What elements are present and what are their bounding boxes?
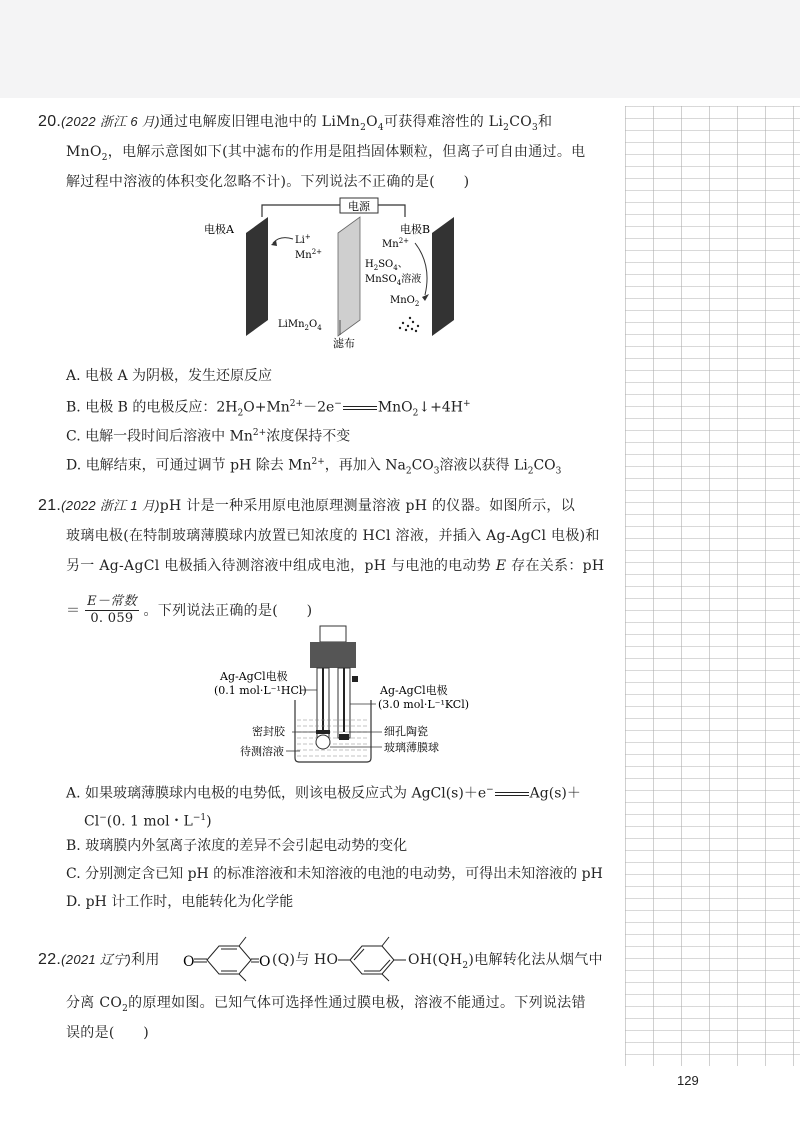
- mn-ion-label-left: $Mn^{2+}$: [295, 248, 323, 261]
- glass-bulb-label: 玻璃薄膜球: [384, 741, 439, 754]
- q22-line1-rest: $OH(QH_2)$电解转化法从烟气中: [408, 952, 603, 971]
- top-shaded-band: [0, 0, 800, 98]
- right-electrode-label: Ag-AgCl电极: [380, 684, 448, 697]
- q21-ph-meter-figure: [200, 620, 480, 770]
- q20-electrolysis-figure: [200, 195, 470, 360]
- filter-label: 滤布: [333, 337, 355, 350]
- left-electrode-conc: (0.1 mol·L⁻¹HCl): [214, 684, 307, 697]
- power-wire: [262, 205, 405, 217]
- filter-cloth: [338, 217, 360, 336]
- q20-line1: 20.(2022 浙江 6 月)通过电解废旧锂电池中的 $LiMn_2O_4$可获得难溶性的 $Li_2CO_3$和: [38, 113, 553, 133]
- formula-denominator: 0. 059: [90, 611, 134, 626]
- seal-gel: [316, 730, 330, 734]
- power-label: 电源: [348, 200, 370, 213]
- formula-numerator: E－常数: [87, 594, 137, 609]
- q22-ho: HO: [314, 952, 339, 968]
- test-solution: [297, 720, 369, 756]
- quinone-structure: [183, 935, 271, 983]
- mno2-precipitate: [399, 317, 419, 332]
- electrode-a-label: 电极A: [204, 223, 234, 236]
- q22-source: (2021 辽宁): [61, 952, 132, 967]
- li-ion-label: Li+: [295, 233, 311, 246]
- mno2-label: MnO$_2$: [390, 295, 420, 308]
- arrow-b: [415, 243, 427, 295]
- svg-text:O: O: [183, 954, 195, 970]
- hydroquinone-structure: [338, 935, 408, 983]
- q20-line2: MnO$_2$，电解示意图如下(其中滤布的作用是阻挡固体颗粒，但离子可自由通过。电: [66, 144, 586, 163]
- q21-formula: ＝ E－常数 0. 059 。下列说法正确的是( ): [66, 594, 313, 626]
- porous-ceramic: [339, 734, 349, 740]
- q21-option-a: A. 如果玻璃薄膜球内电极的电势低，则该电极反应式为 AgCl(s)＋e− Ag(s)＋: [66, 785, 581, 802]
- electrode-b: [432, 217, 454, 336]
- electrode-b-label: 电极B: [400, 223, 431, 236]
- q21-line2: 玻璃电极(在特制玻璃薄膜球内放置已知浓度的 HCl 溶液，并插入 Ag-AgCl 电极)和: [66, 528, 600, 544]
- q20-number: 20.: [38, 113, 62, 130]
- q22-line3: 误的是( ): [66, 1025, 150, 1041]
- left-electrode-label: Ag-AgCl电极: [220, 670, 288, 683]
- q21-option-d: D. pH 计工作时，电能转化为化学能: [66, 894, 294, 910]
- mn-ion-label-right: $Mn^{2+}$: [382, 237, 410, 250]
- q21-option-b: B. 玻璃膜内外氢离子浓度的差异不会引起电动势的变化: [66, 838, 408, 854]
- q21-number: 21.: [38, 497, 62, 514]
- electrode-cap: [310, 642, 356, 668]
- electrode-a: [246, 217, 268, 336]
- q20-option-d: D. 电解结束，可通过调节 pH 除去 $Mn^{2+}$，再加入 $Na_2CO_3$溶液以获得 $Li_2CO_3$: [66, 457, 562, 477]
- q21-option-c: C. 分别测定含已知 pH 的标准溶液和未知溶液的电池的电动势，可得出未知溶液的 pH: [66, 866, 603, 882]
- solution-label: 待测溶液: [240, 745, 284, 758]
- q22-number: 22.: [38, 951, 62, 968]
- q21-option-a-cont: Cl−(0. 1 mol・$L^{-1}$): [84, 813, 212, 830]
- h2so4-label: $H_2SO_4$、: [365, 259, 408, 272]
- mnso4-label: MnSO$_4$溶液: [365, 274, 422, 287]
- q21-line3: 另一 Ag-AgCl 电极插入待测溶液中组成电池，pH 与电池的电动势 E 存在关系：pH: [66, 558, 605, 574]
- seal-label: 密封胶: [252, 725, 285, 738]
- beaker: [295, 700, 371, 762]
- q21-line1: 21.(2022 浙江 1 月)pH 计是一种采用原电池原理测量溶液 pH 的仪器。如图所示，以: [38, 497, 575, 514]
- q20-option-a: A. 电极 A 为阴极，发生还原反应: [66, 368, 273, 384]
- q22-line1: 22.(2021 辽宁)利用: [38, 951, 160, 968]
- svg-text:O: O: [259, 954, 271, 970]
- limn2o4-label: $LiMn_2O_4$: [278, 319, 322, 332]
- q22-q-label: (Q)与: [272, 952, 310, 968]
- ceramic-label: 细孔陶瓷: [384, 725, 428, 738]
- right-electrode-conc: (3.0 mol·L⁻¹KCl): [378, 698, 470, 711]
- glass-bulb: [316, 735, 330, 749]
- grid-note-margin: [625, 106, 800, 1066]
- q20-line3: 解过程中溶液的体积变化忽略不计)。下列说法不正确的是( ): [66, 174, 470, 190]
- q21-source: (2022 浙江 1 月): [61, 498, 160, 513]
- q20-option-b: B. 电极 B 的电极反应：$2H_2O+Mn^{2+}-2e^-$ MnO$_2$↓+4H+: [66, 399, 471, 419]
- q20-source: (2022 浙江 6 月): [61, 114, 160, 129]
- q20-option-c: C. 电解一段时间后溶液中 $Mn^{2+}$浓度保持不变: [66, 428, 351, 445]
- page-number: 129: [677, 1073, 699, 1088]
- q22-line2: 分离 $CO_2$的原理如图。已知气体可选择性通过膜电极，溶液不能通过。下列说法错: [66, 995, 586, 1014]
